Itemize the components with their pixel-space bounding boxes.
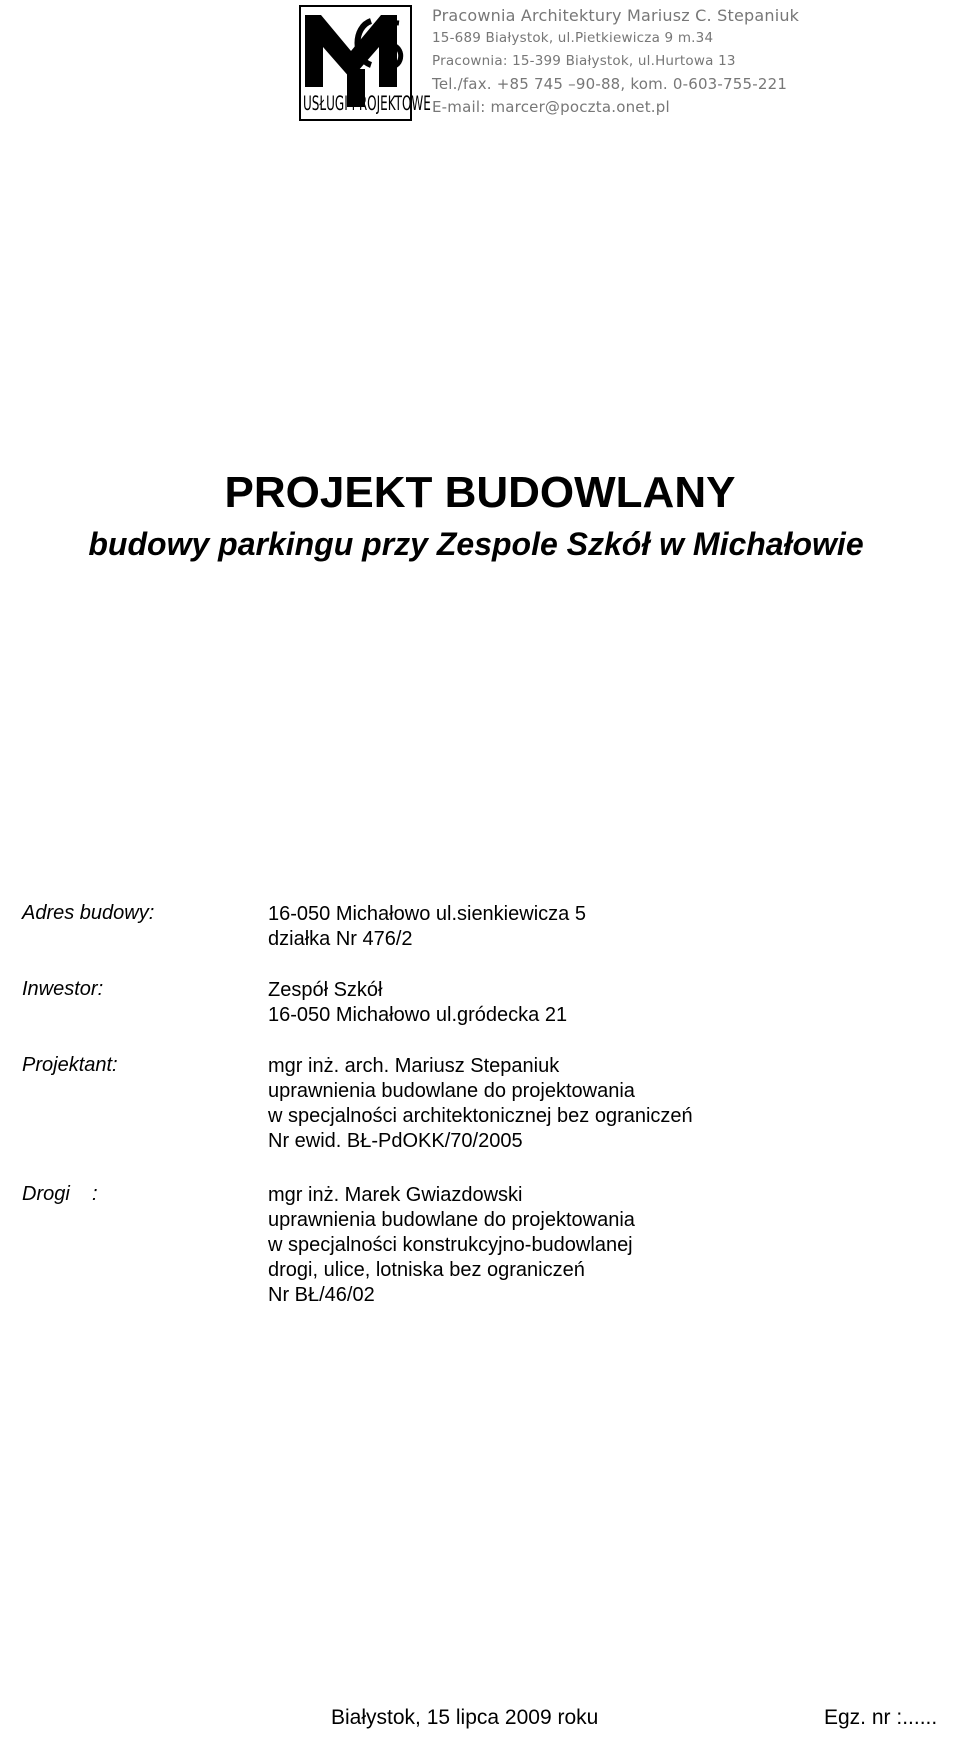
document-title: PROJEKT BUDOWLANY [224, 468, 736, 517]
roads-line: w specjalności konstrukcyjno-budowlanej [268, 1234, 633, 1256]
document-subtitle: budowy parkingu przy Zespole Szkół w Michałowie [88, 526, 864, 562]
company-logo [299, 5, 431, 121]
designer-label: Projektant: [22, 1054, 118, 1076]
address-line: 16-050 Michałowo ul.sienkiewicza 5 [268, 903, 586, 925]
investor-line: 16-050 Michałowo ul.gródecka 21 [268, 1004, 568, 1026]
designer-line: w specjalności architektonicznej bez ograniczeń [268, 1105, 693, 1127]
roads-line: drogi, ulice, lotniska bez ograniczeń [268, 1259, 585, 1281]
address-line: działka Nr 476/2 [268, 928, 413, 950]
firm-phone: Tel./fax. +85 745 –90-88, kom. 0-603-755-221 [432, 75, 788, 93]
investor-label: Inwestor: [22, 978, 104, 1000]
firm-address: 15-689 Białystok, ul.Pietkiewicza 9 m.34 [432, 30, 714, 46]
investor-value [268, 978, 567, 1028]
address-value [268, 902, 586, 952]
designer-line: uprawnienia budowlane do projektowania [268, 1080, 635, 1102]
logo-caption: USŁUGI PROJEKTOWE [303, 92, 431, 115]
roads-label: Drogi : [22, 1183, 98, 1205]
designer-line: Nr ewid. BŁ-PdOKK/70/2005 [268, 1130, 523, 1152]
roads-value [268, 1183, 635, 1308]
firm-contact-block [432, 4, 852, 119]
investor-line: Zespół Szkół [268, 979, 383, 1001]
roads-line: Nr BŁ/46/02 [268, 1284, 375, 1306]
firm-email: E-mail: marcer@poczta.onet.pl [432, 98, 670, 116]
roads-line: mgr inż. Marek Gwiazdowski [268, 1184, 523, 1206]
address-label: Adres budowy: [22, 902, 155, 924]
designer-line: mgr inż. arch. Mariusz Stepaniuk [268, 1055, 560, 1077]
firm-office-address: Pracownia: 15-399 Białystok, ul.Hurtowa 13 [432, 53, 736, 69]
place-and-date: Białystok, 15 lipca 2009 roku [331, 1706, 599, 1729]
roads-line: uprawnienia budowlane do projektowania [268, 1209, 635, 1231]
firm-name: Pracownia Architektury Mariusz C. Stepaniuk [432, 6, 800, 25]
designer-value [268, 1054, 693, 1154]
copy-number: Egz. nr :...... [824, 1706, 938, 1729]
